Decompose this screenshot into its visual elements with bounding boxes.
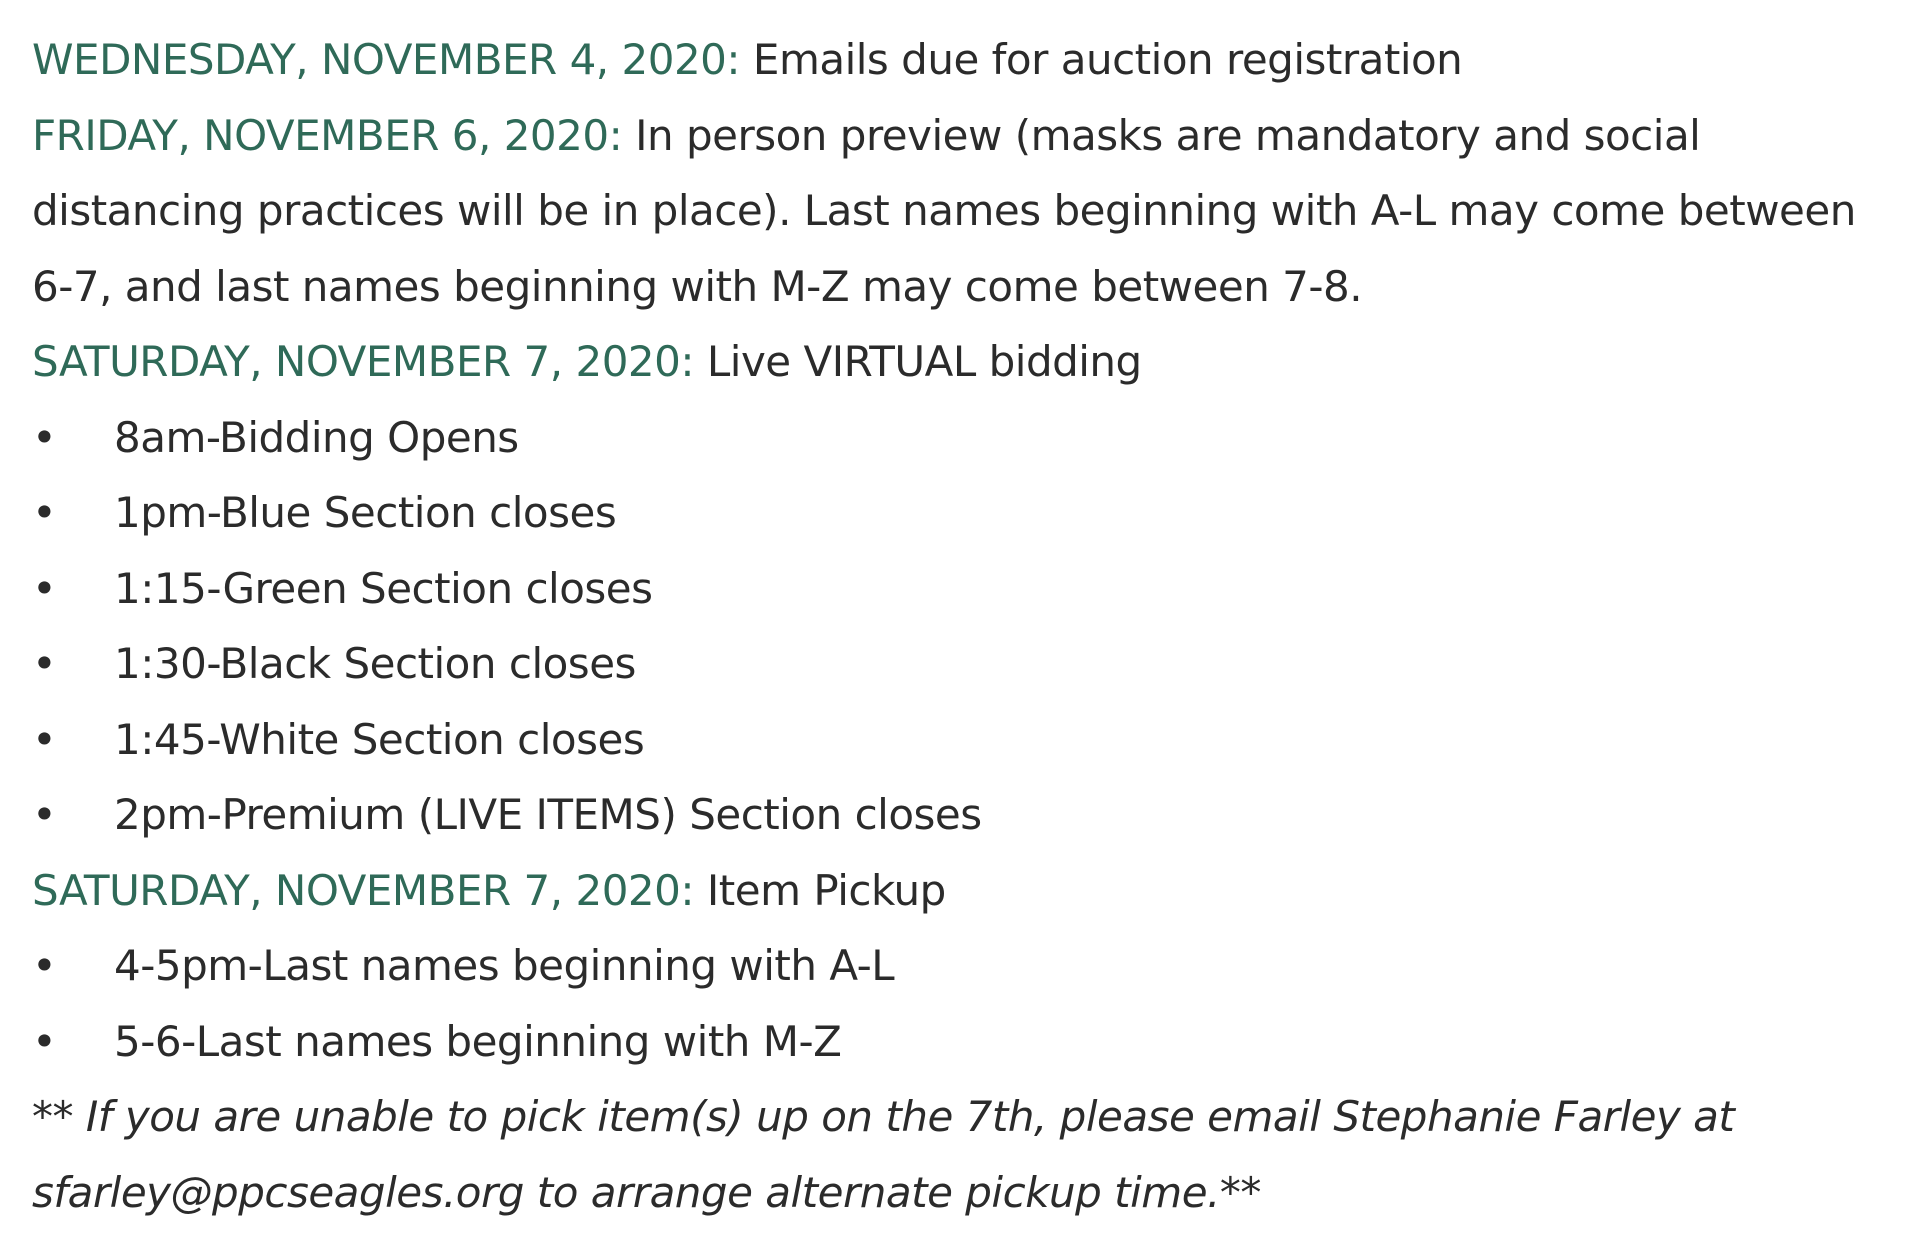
list-item xyxy=(32,400,1892,476)
auction-schedule xyxy=(32,22,1892,1230)
list-item xyxy=(32,777,1892,853)
list-item xyxy=(32,626,1892,702)
bullet-icon: • xyxy=(32,1016,57,1066)
list-item-text: 4-5pm-Last names beginning with A-L xyxy=(114,941,895,990)
bidding-entry xyxy=(32,324,1892,400)
list-item xyxy=(32,551,1892,627)
bidding-list xyxy=(32,400,1892,853)
list-item-text: 1:30-Black Section closes xyxy=(114,639,636,688)
bullet-icon: • xyxy=(32,412,57,462)
bullet-icon: • xyxy=(32,563,57,613)
list-item xyxy=(32,702,1892,778)
list-item xyxy=(32,928,1892,1004)
registration-entry xyxy=(32,22,1892,98)
registration-date: WEDNESDAY, NOVEMBER 4, 2020: xyxy=(32,35,741,84)
bullet-icon: • xyxy=(32,941,57,990)
preview-date: FRIDAY, NOVEMBER 6, 2020: xyxy=(32,110,623,160)
list-item-text: 8am-Bidding Opens xyxy=(114,412,519,462)
list-item xyxy=(32,475,1892,551)
list-item-text: 1:45-White Section closes xyxy=(114,714,645,764)
pickup-note: ** If you are unable to pick item(s) up on the 7th, please email Stephanie Farley at sfarley@ppcseagles.org to arrange alternate pickup time.** xyxy=(32,1092,1735,1217)
list-item-text: 1:15-Green Section closes xyxy=(114,563,653,613)
preview-entry xyxy=(32,98,1892,325)
bidding-text: Live VIRTUAL bidding xyxy=(706,337,1142,386)
pickup-entry xyxy=(32,853,1892,929)
bullet-icon: • xyxy=(32,639,57,688)
bullet-icon: • xyxy=(32,488,57,537)
bullet-icon: • xyxy=(32,714,57,764)
list-item xyxy=(32,1004,1892,1080)
list-item-text: 2pm-Premium (LIVE ITEMS) Section closes xyxy=(114,790,982,839)
preview-text: In person preview (masks are mandatory and social distancing practices will be in place). Last names beginning with A-L may come between 6-7, and last names beginning with M-Z may come between 7-8. xyxy=(32,110,1856,311)
pickup-date: SATURDAY, NOVEMBER 7, 2020: xyxy=(32,865,695,915)
list-item-text: 1pm-Blue Section closes xyxy=(114,488,617,537)
bidding-date: SATURDAY, NOVEMBER 7, 2020: xyxy=(32,337,695,386)
list-item-text: 5-6-Last names beginning with M-Z xyxy=(114,1016,842,1066)
pickup-list xyxy=(32,928,1892,1079)
pickup-text: Item Pickup xyxy=(706,865,946,915)
bullet-icon: • xyxy=(32,790,57,839)
registration-text: Emails due for auction registration xyxy=(752,35,1463,84)
